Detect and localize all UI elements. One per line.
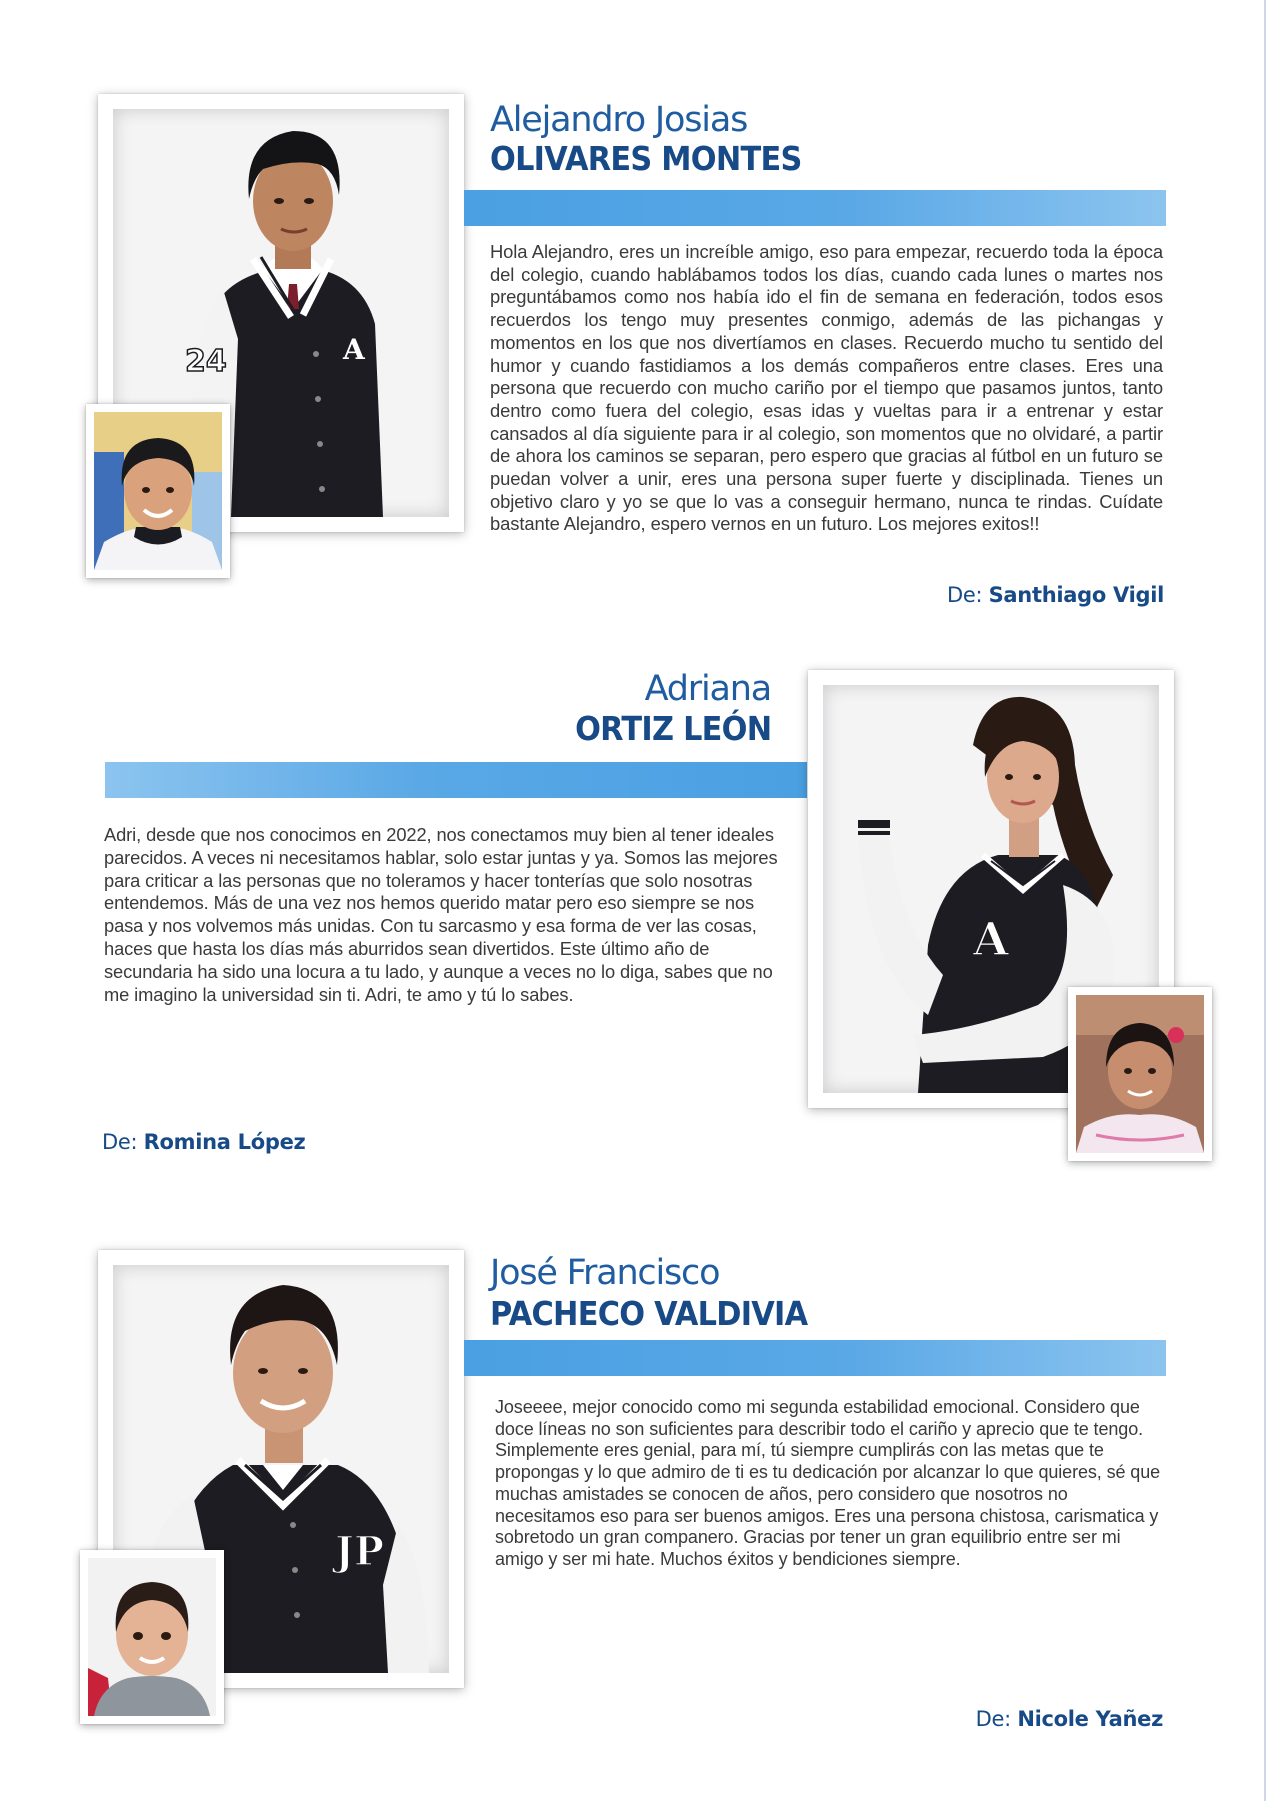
childhood-photo-frame: [80, 1550, 224, 1724]
from-label: De:: [975, 1707, 1011, 1731]
dedication-message: Adri, desde que nos conocimos en 2022, nos conectamos muy bien al tener ideales parecidos. A veces ni necesitamos hablar, solo estar juntas y ya. Somos las mejores para criticar a las personas que no toleramos y hacer tonterías que solo nosotras entendemos. Más de una vez nos hemos querido matar pero eso siempre se nos pasa y nos volvemos más unidas. Con tu sarcasmo y esa forma de ver las cosas, haces que hasta los días más aburridos sean divertidos. Este último año de secundaria ha sido una locura a tu lado, y aunque a veces no lo diga, sabes que no me imagino la universidad sin ti. Adri, te amo y tú lo sabes.: [104, 824, 778, 1005]
dedication-signature: [947, 583, 1164, 607]
student-first-name: Adriana: [644, 669, 771, 709]
childhood-photo: [1076, 995, 1204, 1153]
childhood-photo: [88, 1558, 216, 1716]
name-underline-bar: [464, 190, 1166, 226]
name-underline-bar: [105, 762, 807, 798]
student-last-name: OLIVARES MONTES: [490, 139, 802, 178]
from-label: De:: [102, 1130, 138, 1154]
jacket-letter: A: [343, 333, 365, 366]
dedication-message: Hola Alejandro, eres un increíble amigo, eso para empezar, recuerdo toda la época del colegio, cuando hablábamos todos los días, cuando cada lunes o martes nos preguntábamos como nos había ido el fin de semana en federación, todos esos recuerdos los tengo muy presentes conmigo, además de las pichangas y momentos en los que nos divertíamos en clases. Recuerdo mucho tu sentido del humor y cuando fastidiamos a los demás compañeros entre clases. Eres una persona que recuerdo con mucho cariño por el tiempo que pasamos juntos, tanto dentro como fuera del colegio, esas idas y vueltas para ir a entrenar y estar cansados al día siguiente para ir al colegio, son momentos que no olvidaré, a partir de ahora los caminos se separan, pero espero que gracias al fútbol en un futuro se puedan volver a unir, eres una persona super fuerte y disciplinada. Tienes un objetivo claro y yo se que lo vas a conseguir hermano, nunca te rindas. Cuídate bastante Alejandro, espero vernos en un futuro. Los mejores exitos!!: [490, 241, 1163, 535]
from-name: Nicole Yañez: [1017, 1707, 1163, 1731]
childhood-photo-frame: [1068, 987, 1212, 1161]
student-first-name: Alejandro Josias: [490, 100, 748, 140]
student-first-name: José Francisco: [490, 1253, 720, 1293]
dedication-message: Joseeee, mejor conocido como mi segunda estabilidad emocional. Considero que doce líneas no son suficientes para describir todo el cariño y aprecio que te tengo. Simplemente eres genial, para mí, tú siempre cumplirás con las metas que te propongas y lo que admiro de ti es tu dedicación por alcanzar lo que quieres, sé que muchas amistades se conocen de años, pero considero que nosotros no necesitamos eso para ser buenos amigos. Eres una persona chistosa, carismatica y sobretodo un gran companero. Gracias por tener un gran equilibrio entre ser mi amigo y ser mi hate. Muchos éxitos y bendiciones siempre.: [495, 1397, 1161, 1569]
name-underline-bar: [464, 1340, 1166, 1376]
jacket-letter: JP: [335, 1528, 385, 1575]
jacket-number: 24: [185, 344, 227, 379]
from-name: Romina López: [143, 1130, 306, 1154]
jacket-letter: A: [973, 912, 1009, 966]
dedication-signature: [976, 1707, 1163, 1731]
student-last-name: PACHECO VALDIVIA: [490, 1294, 808, 1333]
from-label: De:: [946, 583, 983, 607]
student-last-name: ORTIZ LEÓN: [574, 709, 771, 748]
dedication-signature: [102, 1130, 305, 1154]
childhood-photo-frame: [86, 404, 230, 578]
from-name: Santhiago Vigil: [988, 583, 1164, 607]
childhood-photo: [94, 412, 222, 570]
page-edge: [1264, 0, 1266, 1801]
